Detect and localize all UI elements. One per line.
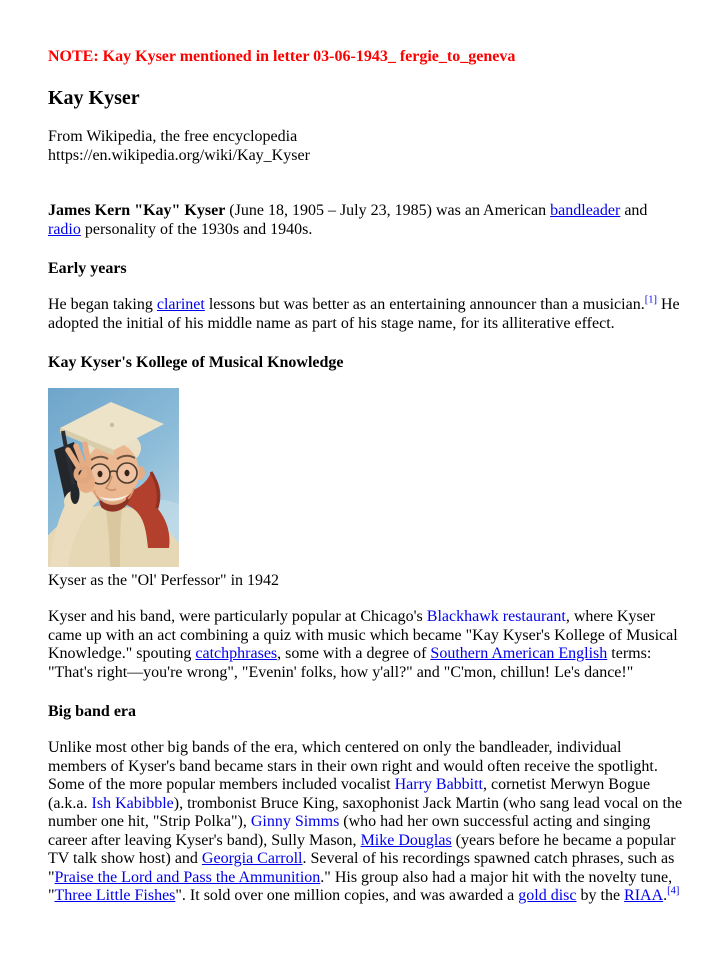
- paragraph-big-band: [48, 739, 683, 906]
- kyser-portrait-image: [48, 388, 179, 567]
- text-segment: personality of the 1930s and 1940s.: [80, 220, 313, 238]
- heading-big-band: Big band era: [48, 703, 137, 720]
- text-segment: , where Kyser came up with an act combining a quiz with music which became "Kay Kyser's Kollege of Musical Knowledge." spouting: [48, 608, 678, 662]
- paragraph-kollege: [48, 608, 683, 682]
- text-segment: ), trombonist Bruce King, saxophonist Jack Martin (who sang lead vocal on the number one hit, "Strip Polka"),: [48, 794, 683, 830]
- link-riaa[interactable]: RIAA: [624, 887, 664, 904]
- link-catchphrases[interactable]: catchphrases: [195, 645, 278, 662]
- text-segment: (years before he became a popular TV talk show host) and: [48, 831, 676, 867]
- source-url: https://en.wikipedia.org/wiki/Kay_Kyser: [48, 147, 310, 164]
- text-segment: and: [620, 202, 648, 219]
- text-segment: ". It sold over one million copies, and was awarded a: [175, 887, 519, 904]
- link-southern-american-english[interactable]: Southern American English: [430, 645, 608, 662]
- link-three-little-fishes[interactable]: Three Little Fishes: [54, 887, 176, 904]
- link-radio[interactable]: radio: [48, 220, 81, 238]
- text-segment: by the: [576, 887, 625, 904]
- link-harry-babbitt[interactable]: Harry Babbitt: [394, 776, 483, 793]
- page-title: Kay Kyser: [48, 87, 140, 109]
- text-segment: He began taking: [48, 296, 157, 313]
- footnote-ref-4[interactable]: [4]: [667, 885, 680, 897]
- text-segment: James Kern "Kay" Kyser: [48, 202, 226, 219]
- text-segment: .: [663, 887, 668, 904]
- footnote-ref-1[interactable]: [1]: [644, 294, 657, 306]
- text-segment: terms: "That's right—you're wrong", "Evenin' folks, how y'all?" and "C'mon, chillun! Le's dance!": [48, 645, 652, 681]
- portrait-caption: Kyser as the "Ol' Perfessor" in 1942: [48, 572, 280, 589]
- text-segment: , some with a degree of: [277, 645, 431, 662]
- text-segment: Kyser and his band, were particularly popular at Chicago's: [48, 608, 427, 625]
- text-segment: (June 18, 1905 – July 23, 1985) was an American: [225, 202, 551, 219]
- heading-kollege: Kay Kyser's Kollege of Musical Knowledge: [48, 354, 344, 371]
- link-ginny-simms[interactable]: Ginny Simms: [250, 813, 340, 830]
- link-bandleader[interactable]: bandleader: [550, 202, 621, 219]
- note-line: NOTE: Kay Kyser mentioned in letter 03-06-1943_ fergie_to_geneva: [48, 48, 516, 65]
- link-blackhawk-restaurant[interactable]: Blackhawk restaurant: [426, 608, 566, 625]
- link-ish-kabibble[interactable]: Ish Kabibble: [91, 794, 174, 812]
- text-segment: He adopted the initial of his middle name as part of his stage name, for its alliterative effect.: [48, 296, 680, 332]
- text-segment: lessons but was better as an entertaining announcer than a musician.: [204, 296, 645, 313]
- link-clarinet[interactable]: clarinet: [156, 296, 205, 313]
- portrait-figure: [48, 388, 683, 590]
- link-gold-disc[interactable]: gold disc: [518, 887, 577, 904]
- link-mike-douglas[interactable]: Mike Douglas: [360, 831, 452, 849]
- source-description: From Wikipedia, the free encyclopedia: [48, 128, 298, 145]
- text-segment: . Several of his recordings spawned catch phrases, such as ": [48, 850, 675, 886]
- heading-early-years: Early years: [48, 260, 127, 277]
- paragraph-intro: [48, 202, 683, 239]
- link-georgia-carroll[interactable]: Georgia Carroll: [201, 850, 303, 867]
- link-praise-the-lord-and-pass-the-ammunition[interactable]: Praise the Lord and Pass the Ammunition: [54, 868, 321, 886]
- text-segment: , cornetist Merwyn Bogue (a.k.a.: [48, 776, 651, 812]
- text-segment: Unlike most other big bands of the era, which centered on only the bandleader, individual members of Kyser's band became stars in their own right and would often receive the spotlight. Some of the more popular members included vocalist: [48, 739, 658, 793]
- text-segment: (who had her own successful acting and singing career after leaving Kyser's band), Sully Mason,: [48, 813, 651, 849]
- paragraph-early-years: [48, 296, 683, 333]
- text-segment: ." His group also had a major hit with the novelty tune, ": [48, 868, 673, 904]
